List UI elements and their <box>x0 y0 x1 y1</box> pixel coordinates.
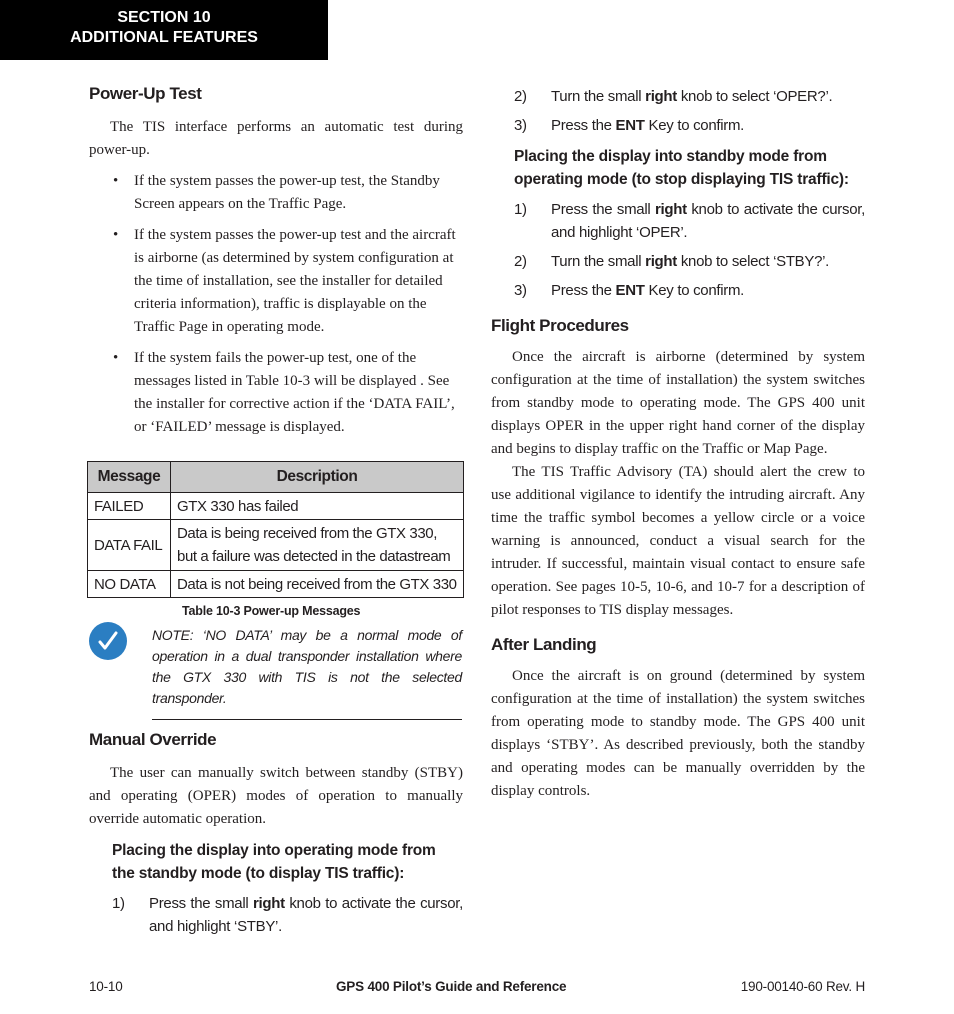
table-cell-message: NO DATA <box>88 571 171 598</box>
power-up-messages-table <box>87 461 464 598</box>
to-operating-title: Placing the display into operating mode from the standby mode (to display TIS traffic): <box>112 842 436 882</box>
footer-title: GPS 400 Pilot’s Guide and Reference <box>336 979 567 994</box>
page-number: 10-10 <box>89 979 123 994</box>
table-row <box>88 493 464 520</box>
list-item: 2) Turn the small right knob to select ‘OPER?’. <box>514 88 833 105</box>
table-cell-description: Data is not being received from the GTX 330 <box>171 571 464 598</box>
list-item: 1) Press the small right knob to activate the cursor, and highlight ‘OPER’. <box>514 201 865 241</box>
table-row <box>88 571 464 598</box>
flight-procedures-heading: Flight Procedures <box>491 316 629 335</box>
list-item: 3) Press the ENT Key to confirm. <box>514 117 745 134</box>
note-text: NOTE: ‘NO DATA’ may be a normal mode of operation in a dual transponder installation where the GTX 330 with TIS is not the selected transponder. <box>152 627 462 706</box>
after-landing-heading: After Landing <box>491 635 597 654</box>
to-operating-steps <box>112 892 463 938</box>
footer-doc-number: 190-00140-60 Rev. H <box>740 979 865 994</box>
right-column <box>491 84 865 803</box>
list-item: • If the system passes the power-up test, the Standby Screen appears on the Traffic Page. <box>113 170 463 216</box>
flight-para-2: The TIS Traffic Advisory (TA) should alert the crew to use additional vigilance to identify the intruding aircraft. Any time the traffic symbol becomes a yellow circle or a voice warning is announced, conduct a visual search for the intruder. If successful, maintain visual contact to ensure safe operation. See pages 10-5, 10-6, and 10-7 for a description of pilot responses to TIS display messages. <box>491 464 865 618</box>
table-cell-message: FAILED <box>88 493 171 520</box>
table-header-description: Description <box>171 462 464 493</box>
section-tab <box>0 0 328 60</box>
to-operating-steps-continued <box>491 85 865 137</box>
bullet-icon: • <box>113 227 119 243</box>
table-row <box>88 520 464 571</box>
list-item: 1) Press the small right knob to activate the cursor, and highlight ‘STBY’. <box>112 895 463 935</box>
manual-override-section <box>89 730 463 938</box>
flight-para-1: Once the aircraft is airborne (determined by system configuration at the time of installation) the system switches from standby mode to operating mode. The GPS 400 unit displays OPER in the upper right hand corner of the display and begins to display traffic on the Traffic or Map Page. <box>491 349 865 457</box>
table-caption: Table 10-3 Power-up Messages <box>182 604 361 618</box>
power-up-heading: Power-Up Test <box>89 84 202 103</box>
power-up-bullets <box>89 170 463 439</box>
table-cell-message: DATA FAIL <box>88 520 171 571</box>
bullet-icon: • <box>113 350 119 366</box>
to-standby-title: Placing the display into standby mode from operating mode (to stop displaying TIS traffic): <box>514 148 849 188</box>
note-divider <box>152 719 462 720</box>
manual-override-intro: The user can manually switch between standby (STBY) and operating (OPER) modes of operation to manually override automatic operation. <box>89 765 463 827</box>
bullet-icon: • <box>113 173 119 189</box>
list-item: 2) Turn the small right knob to select ‘STBY?’. <box>514 253 830 270</box>
list-item: 3) Press the ENT Key to confirm. <box>514 282 745 299</box>
table-cell-description: Data is being received from the GTX 330, but a failure was detected in the datastream <box>171 520 464 571</box>
left-column <box>89 84 463 618</box>
list-item: • If the system passes the power-up test and the aircraft is airborne (as determined by system configuration at the time of installation, see the installer for detailed criteria information), traffic is displayable on the Traffic Page in operating mode. <box>113 224 463 339</box>
table-cell-description: GTX 330 has failed <box>171 493 464 520</box>
to-standby-steps <box>514 198 865 302</box>
table-header-message: Message <box>88 462 171 493</box>
section-number: SECTION 10 <box>117 9 211 26</box>
note-check-icon <box>89 622 127 660</box>
section-title: ADDITIONAL FEATURES <box>70 29 258 46</box>
manual-override-heading: Manual Override <box>89 730 217 749</box>
power-up-intro: The TIS interface performs an automatic test during power-up. <box>89 119 463 158</box>
list-item: • If the system fails the power-up test, one of the messages listed in Table 10-3 will be displayed . See the installer for corrective action if the ‘DATA FAIL’, or ‘FAILED’ message is displayed. <box>113 347 463 439</box>
after-landing-para: Once the aircraft is on ground (determined by system configuration at the time of installation) the system switches from operating mode to standby mode. The GPS 400 unit displays ‘STBY’. As described previously, both the standby and operating modes can be manually overridden by the display controls. <box>491 668 865 799</box>
